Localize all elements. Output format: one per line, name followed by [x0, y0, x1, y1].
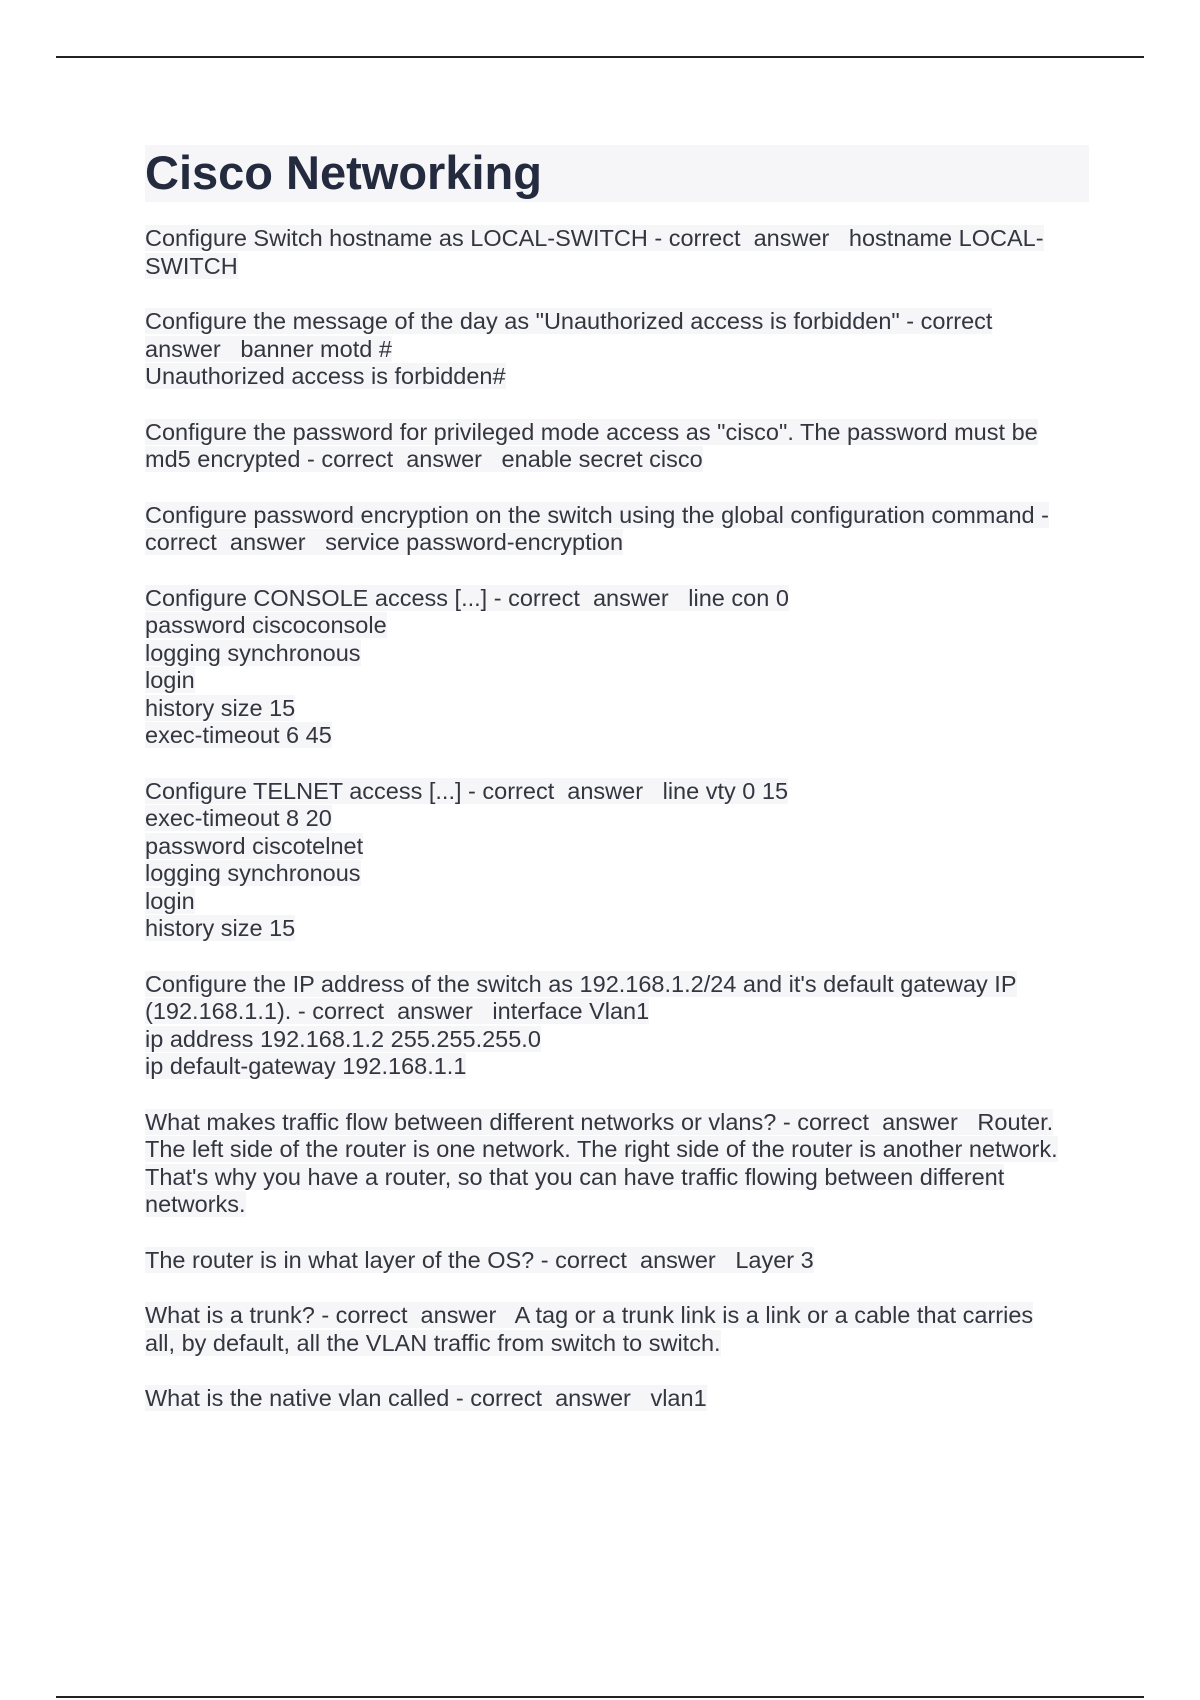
qa-line	[145, 253, 1089, 281]
qa-line	[145, 833, 1089, 861]
qa-line-text: logging synchronous	[145, 860, 361, 886]
qa-line	[145, 446, 1089, 474]
qa-line	[145, 1247, 1089, 1275]
qa-line	[145, 778, 1089, 806]
qa-line-text: password ciscotelnet	[145, 832, 364, 859]
qa-line-text: Configure the message of the day as "Unauthorized access is forbidden" - correct	[145, 308, 993, 334]
qa-line-text: Configure TELNET access [...] - correct answer line vty 0 15	[145, 777, 789, 804]
qa-line	[145, 1109, 1089, 1137]
qa-item	[145, 1109, 1089, 1219]
qa-line-text: networks.	[145, 1191, 246, 1217]
qa-line-text: (192.168.1.1). - correct answer interface Vlan1	[145, 998, 650, 1024]
page-title: Cisco Networking	[145, 146, 542, 199]
qa-line-text: correct answer service password-encryption	[145, 529, 624, 555]
qa-line-text: SWITCH	[145, 252, 238, 279]
qa-line-text: history size 15	[145, 915, 296, 941]
qa-line	[145, 1053, 1089, 1081]
qa-line	[145, 1136, 1089, 1164]
qa-line	[145, 225, 1089, 253]
qa-line	[145, 612, 1089, 640]
qa-line-text: What makes traffic flow between different networks or vlans? - correct answer Router.	[145, 1108, 1054, 1135]
qa-line-text: password ciscoconsole	[145, 612, 387, 638]
qa-line	[145, 1191, 1089, 1219]
qa-line	[145, 419, 1089, 447]
qa-line	[145, 1330, 1089, 1358]
qa-line-text: Configure the IP address of the switch as 192.168.1.2/24 and it's default gateway IP	[145, 970, 1017, 997]
qa-line-text: history size 15	[145, 694, 296, 721]
qa-line-text: ip default-gateway 192.168.1.1	[145, 1053, 467, 1079]
qa-line	[145, 336, 1089, 364]
qa-line	[145, 860, 1089, 888]
qa-line-text: md5 encrypted - correct answer enable secret cisco	[145, 446, 703, 472]
document-body	[145, 145, 1089, 1441]
top-rule	[56, 56, 1144, 58]
qa-line-text: exec-timeout 8 20	[145, 805, 332, 831]
qa-item	[145, 502, 1089, 557]
qa-line-text: all, by default, all the VLAN traffic from switch to switch.	[145, 1329, 721, 1356]
qa-line-text: logging synchronous	[145, 639, 361, 666]
qa-line-text: answer banner motd #	[145, 335, 392, 362]
qa-line	[145, 998, 1089, 1026]
qa-line	[145, 1164, 1089, 1192]
qa-line-text: Configure Switch hostname as LOCAL-SWITCH - correct answer hostname LOCAL-	[145, 225, 1044, 251]
qa-line-text: Unauthorized access is forbidden#	[145, 363, 506, 389]
qa-line	[145, 502, 1089, 530]
qa-line	[145, 1026, 1089, 1054]
qa-line	[145, 363, 1089, 391]
qa-item	[145, 419, 1089, 474]
qa-line	[145, 1302, 1089, 1330]
qa-line-text: What is a trunk? - correct answer A tag or a trunk link is a link or a cable that carries	[145, 1302, 1034, 1328]
qa-line-text: login	[145, 667, 195, 693]
qa-line-text: The router is in what layer of the OS? - correct answer Layer 3	[145, 1246, 814, 1273]
qa-line	[145, 888, 1089, 916]
qa-line-text: Configure CONSOLE access [...] - correct answer line con 0	[145, 584, 789, 611]
qa-line-text: What is the native vlan called - correct answer vlan1	[145, 1385, 707, 1411]
qa-line	[145, 640, 1089, 668]
qa-line	[145, 667, 1089, 695]
qa-line	[145, 722, 1089, 750]
bottom-rule	[56, 1696, 1144, 1698]
qa-line	[145, 585, 1089, 613]
qa-line	[145, 971, 1089, 999]
title-bar	[145, 145, 1089, 202]
qa-line	[145, 695, 1089, 723]
qa-item	[145, 971, 1089, 1081]
qa-item	[145, 225, 1089, 280]
qa-line	[145, 308, 1089, 336]
qa-line	[145, 1385, 1089, 1413]
qa-item	[145, 1302, 1089, 1357]
qa-line-text: Configure password encryption on the switch using the global configuration command -	[145, 501, 1049, 528]
qa-item	[145, 778, 1089, 943]
qa-item	[145, 308, 1089, 391]
qa-item	[145, 1385, 1089, 1413]
qa-list	[145, 225, 1089, 1413]
qa-line	[145, 529, 1089, 557]
qa-line-text: exec-timeout 6 45	[145, 722, 332, 748]
qa-line-text: ip address 192.168.1.2 255.255.255.0	[145, 1025, 541, 1052]
qa-line-text: The left side of the router is one network. The right side of the router is another network.	[145, 1136, 1058, 1162]
qa-line	[145, 805, 1089, 833]
qa-line-text: login	[145, 887, 195, 914]
qa-line	[145, 915, 1089, 943]
qa-item	[145, 1247, 1089, 1275]
qa-line-text: That's why you have a router, so that you can have traffic flowing between different	[145, 1163, 1005, 1190]
qa-line-text: Configure the password for privileged mode access as "cisco". The password must be	[145, 418, 1038, 445]
qa-item	[145, 585, 1089, 750]
